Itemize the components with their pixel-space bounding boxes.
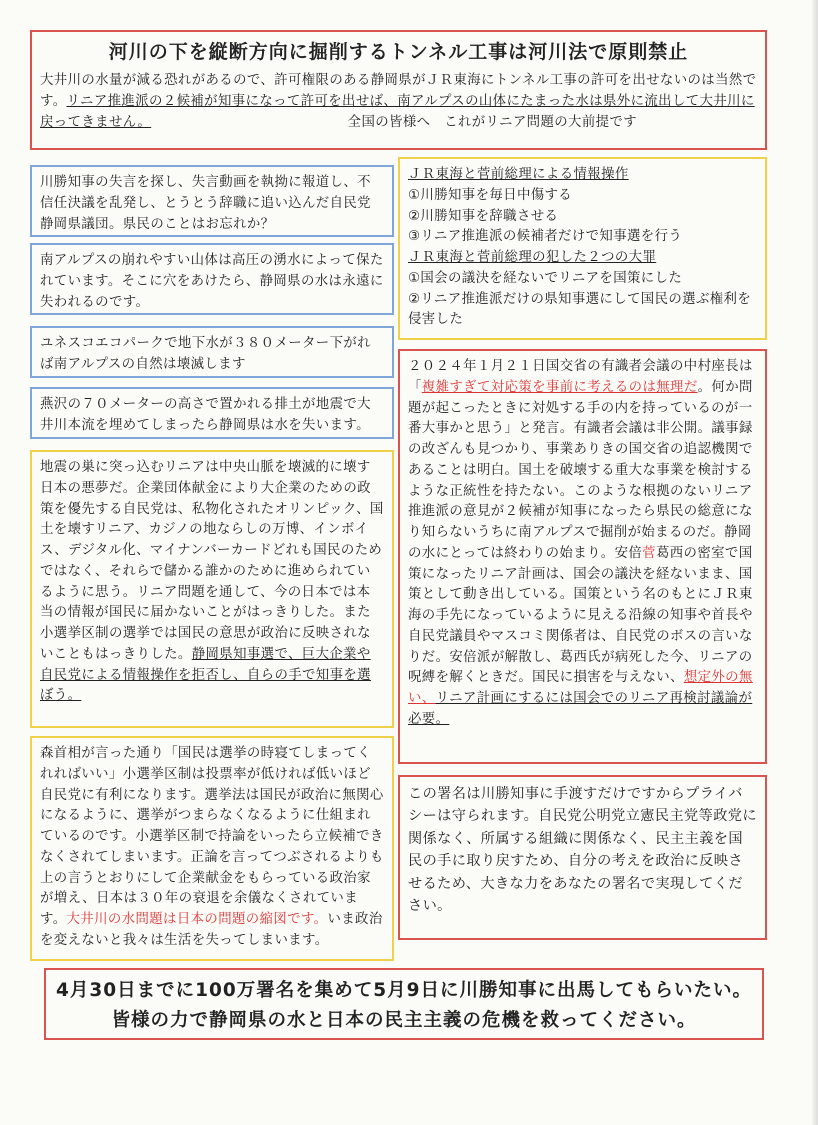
left-text-5: 地震の巣に突っ込むリニアは中央山脈を壊滅的に壊す日本の悪夢だ。企業団体献金により大企業のための政策を優先する自民党は、私物化されたオリンピック、国土を壊すリニア、カジノの地ならしの万博、インボイス、デジタル化、マイナンバーカードどれも国民のためではなく、それらで儲かる誰かのために進められているように思う。リニア問題を通して、今の日本では本当の情報が国民に届かないことがはっきりした。また小選挙区制の選挙では国民の意思が政治に反映されないこともはっきりした。 [40,460,384,662]
right-item-1: ①川勝知事を毎日中傷する [408,187,573,203]
left-box-6 [30,736,394,961]
right-main-2: 。何か問題が起こったときに対処する手の内を持っているのが一番大事かと思う」と発言。有識者会議は非公開。議事録の改ざんも見つかり、事業ありきの国交省の追認機関であることは明白。国土を破壊する重大な事業を検討するような正統性を持たない。このような根拠のないリニア推進派の意見が２候補が知事になったら県民の総意になり知らないうちに南アルプスで掘削が始まるのだ。静岡の水にとっては終わりの始まり。安倍 [408,379,753,561]
right-main-red-phrase: 想定外の無い、 [408,670,753,707]
left-box-5 [30,450,394,728]
right-heading-1: ＪＲ東海と菅前総理による情報操作 [408,167,629,182]
left-box-1 [30,165,394,237]
left-text-4: 燕沢の７０メーターの高さで置かれる排土が地震で大井川本流を埋めてしまったら静岡県は水を失います。 [40,397,371,433]
right-main-red-name: 菅 [642,545,656,561]
signature-box [398,775,767,940]
left-text-6-red: 大井川の水問題は日本の問題の縮図です。 [66,912,328,928]
header-box [30,30,767,150]
right-box-1 [398,157,767,340]
scan-edge [812,0,818,1125]
left-text-2: 南アルプスの崩れやすい山体は高圧の湧水によって保たれています。そこに穴をあけたら、静岡県の水は永遠に失われるのです。 [40,253,384,310]
left-text-3: ユネスコエコパークで地下水が３８０メーター下がれば南アルプスの自然は壊滅します [40,336,371,372]
signature-text: この署名は川勝知事に手渡すだけですからプライバシーは守られます。自民党公明党立憲民主党等政党に関係なく、所属する組織に関係なく、民主主義を国民の手に取り戻すため、自分の考えを政治に反映させるため、大きな力をあなたの署名で実現してください。 [408,786,757,915]
right-item-3: ③リニア推進派の候補者だけで知事選を行う [408,229,683,245]
left-text-1: 川勝知事の失言を探し、失言動画を執拗に報道し、不信任決議を乱発し、とうとう辞職に追い込んだ自民党静岡県議団。県民のことはお忘れか？ [40,175,371,232]
header-p3: 全国の皆様へ これがリニア問題の大前提です [347,114,637,130]
right-main-end: リニア計画にするには国会でのリニア再検討議論が必要。 [408,691,753,728]
header-p2: リニア推進派の２候補が知事になって許可を出せば、南アルプスの山体にたまった水は県外に流出して大井川に戻ってきません。 [40,94,755,130]
left-text-6: 森首相が言った通り「国民は選挙の時寝てしまってくれればいい」小選挙区制は投票率が低ければ低いほど自民党に有利になります。選挙法は国民が政治に無関心になるように、選挙がつまらなくなるように仕組まれているのです。小選挙区制で持論をいったら立候補できなくされてしまいます。正論を言ってつぶされるよりも上の言うとおりにして企業献金をもらっている政治家が増え、日本は３０年の衰退を余儀なくされています。 [40,746,384,928]
right-item-2: ②川勝知事を辞職させる [408,208,559,224]
footer-box [44,968,764,1040]
left-box-2 [30,243,394,315]
header-p1: 大井川の水量が減る恐れがあるので、許可権限のある静岡県がＪＲ東海にトンネル工事の許可を出せないのは当然です。 [40,73,757,110]
right-main-quote: 複雑すぎて対応策を事前に考えるのは無理だ [421,379,698,395]
right-heading-2: ＪＲ東海と菅前総理の犯した２つの大罪 [408,250,657,266]
right-main-1: ２０２４年１月２１日国交省の有識者会議の中村座長は「 [408,359,753,395]
right-crime-2: ②リニア推進派だけの県知事選にして国民の選ぶ権利を侵害した [408,291,752,328]
right-main-3: 葛西の密室で国策になったリニア計画は、国会の議決を経ないまま、国策として動き出している。国策という名のもとにＪＲ東海の手先になっているように見える沿線の知事や首長や自民党議員やマスコミ関係者は、自民党のボスの言いなりだ。安倍派が解散し、葛西氏が病死した今、リニアの呪縛を解くときだ。国民に損害を与えない、 [408,545,753,686]
right-box-2 [398,349,767,764]
left-box-4 [30,387,394,439]
left-text-5-underlined: 静岡県知事選で、巨大企業や自民党による情報操作を拒否し、自らの手で知事を選ぼう。 [40,646,371,704]
header-text [40,71,757,133]
left-text-6-end: いま政治を変えないと我々は生活を失ってしまいます。 [40,912,383,948]
left-box-3 [30,326,394,378]
page-title: 河川の下を縦断方向に掘削するトンネル工事は河川法で原則禁止 [108,41,689,63]
right-crime-1: ①国会の議決を経ないでリニアを国策にした [408,270,683,286]
footer-line-1: 4月30日までに100万署名を集めて5月9日に川勝知事に出馬してもらいたい。 [56,980,752,1001]
footer-line-2: 皆様の力で静岡県の水と日本の民主主義の危機を救ってください。 [111,1009,697,1031]
